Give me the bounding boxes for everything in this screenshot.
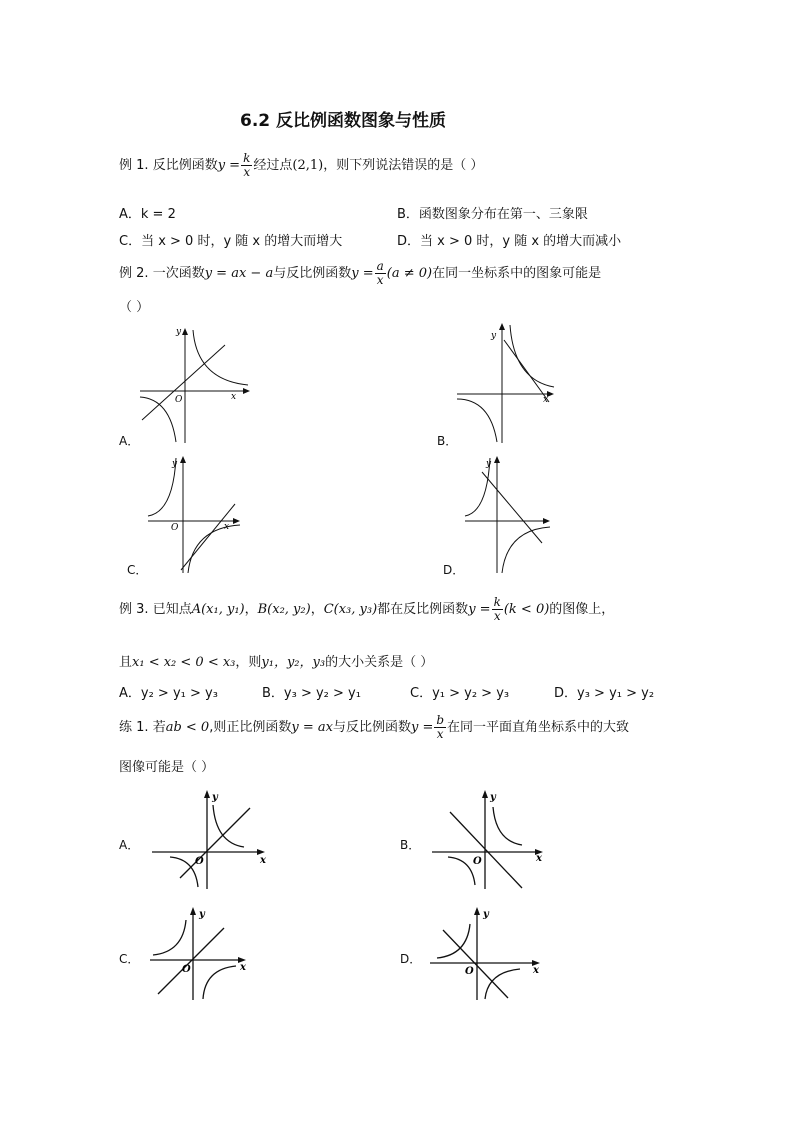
pr1-formula-y: y = (410, 720, 434, 735)
pr1-linear: y = ax (291, 720, 333, 735)
ex3-option-d: D．y₃ > y₁ > y₂ (554, 686, 655, 701)
ex1-fraction (241, 152, 252, 179)
pr1-condition: ab < 0 (165, 720, 210, 735)
x-axis-arrow (543, 518, 550, 524)
pr1-graph-d-label: D． (400, 952, 422, 966)
pr1-line2: 图像可能是（ ） (119, 760, 215, 775)
ex2-graph-b (452, 310, 572, 445)
ex2-graph-d-label: D． (443, 563, 465, 577)
y-axis-arrow (190, 907, 196, 915)
ex2-text-b: 与反比例函数 (273, 266, 352, 281)
hyperbola-branch-4 (502, 527, 550, 573)
ex3-formula-y: y = (468, 602, 491, 617)
pr1-text-d: 在同一平面直角坐标系中的大致 (447, 720, 630, 735)
y-axis-arrow (180, 456, 186, 463)
ex2-frac-num: a (376, 259, 384, 273)
ex1-text-c: ，则下列说法错误的是（ ） (323, 158, 484, 173)
x-label: x (536, 853, 542, 864)
ex3-line2-d: 的大小关系是（ ） (325, 655, 434, 670)
y-label: y (491, 331, 497, 341)
x-label: x (231, 392, 237, 402)
ex1-text-b: 经过点 (253, 158, 293, 173)
ex3-line2-b: ，则 (235, 655, 262, 670)
pr1-graph-c-label: C． (119, 952, 140, 966)
linear-line (443, 930, 508, 998)
ex2-text-c: 在同一坐标系中的图象可能是 (432, 266, 602, 281)
pr1-frac-num: b (436, 713, 445, 727)
ex2-fraction (375, 260, 386, 287)
ex3-condition: (k < 0) (503, 602, 550, 617)
x-label: x (260, 855, 266, 866)
pr1-frac-den: x (436, 727, 444, 741)
pr1-graph-a (150, 785, 275, 890)
y-axis-arrow (494, 456, 500, 463)
ex2-formula-y: y = (351, 266, 374, 281)
origin-label: O (175, 395, 183, 405)
pr1-graph-b-label: B． (400, 838, 421, 852)
ex2-graph-b-label: B． (437, 434, 458, 448)
ex1-text-a: 反比例函数 (152, 158, 218, 173)
ex3-sep: ， (244, 602, 258, 617)
y-axis-arrow (474, 907, 480, 915)
page-title: 6.2 反比例函数图象与性质 (240, 111, 447, 131)
hyperbola-branch-4 (203, 966, 236, 999)
ex3-option-b: B．y₃ > y₂ > y₁ (262, 686, 361, 701)
ex3-point-b: B(x₂, y₂) (257, 602, 311, 617)
ex1-label: 例 1. (119, 158, 149, 173)
ex3-text-a: 已知点 (152, 602, 192, 617)
y-label: y (486, 459, 492, 469)
linear-line (181, 504, 235, 570)
x-axis-arrow (243, 388, 250, 394)
x-axis-arrow (233, 518, 240, 524)
ex2-frac-den: x (376, 273, 384, 287)
y-axis-arrow (482, 790, 488, 798)
ex1-frac-den: x (243, 165, 251, 179)
ex2-graph-a-label: A． (119, 434, 140, 448)
pr1-graph-a-label: A． (119, 838, 140, 852)
ex1-option-a: A．k = 2 (119, 207, 176, 222)
ex1-formula-y: y = (217, 158, 241, 173)
y-label: y (483, 909, 489, 920)
ex2-graph-c-label: C． (127, 563, 148, 577)
ex3-label: 例 3. (119, 602, 149, 617)
pr1-text-c: 与反比例函数 (332, 720, 411, 735)
ex2-linear: y = ax − a (204, 266, 274, 281)
y-axis-arrow (499, 323, 505, 330)
ex3-line2-c: y₁，y₂，y₃ (261, 655, 326, 670)
origin-label: O (182, 964, 191, 975)
pr1-text-b: ,则正比例函数 (209, 720, 292, 735)
hyperbola-branch-1 (193, 330, 248, 385)
ex1-option-c: C．当 x > 0 时，y 随 x 的增大而增大 (119, 234, 343, 249)
x-label: x (543, 395, 549, 405)
x-label: x (533, 965, 539, 976)
linear-line (482, 472, 542, 543)
y-label: y (172, 459, 178, 469)
ex2-question (119, 260, 601, 287)
pr1-question (119, 714, 629, 741)
hyperbola-branch-3 (457, 399, 497, 442)
hyperbola-branch-1 (493, 807, 522, 845)
linear-line (504, 340, 549, 402)
ex1-option-b: B．函数图象分布在第一、三象限 (397, 207, 588, 222)
ex1-point: (2,1) (292, 158, 324, 173)
hyperbola-branch-1 (510, 325, 554, 387)
linear-line (158, 928, 224, 994)
y-axis-arrow (182, 328, 188, 335)
ex3-inequality: x₁ < x₂ < 0 < x₃ (132, 655, 236, 670)
linear-line (450, 812, 522, 888)
pr1-graph-c (148, 902, 258, 1002)
y-label: y (176, 327, 182, 337)
ex3-line2-a: 且 (119, 655, 133, 670)
ex2-label: 例 2. (119, 266, 149, 281)
ex2-graph-a (130, 310, 260, 445)
ex1-question (119, 152, 483, 179)
ex1-option-d: D．当 x > 0 时，y 随 x 的增大而减小 (397, 234, 622, 249)
ex3-frac-den: x (493, 609, 501, 623)
ex2-graph-d (460, 450, 560, 575)
ex3-line2 (119, 651, 433, 670)
x-label: x (224, 522, 230, 532)
y-label: y (490, 792, 496, 803)
ex2-text-a: 一次函数 (152, 266, 205, 281)
ex3-sep: ， (310, 602, 324, 617)
ex3-text-b: 都在反比例函数 (377, 602, 469, 617)
origin-label: O (473, 856, 482, 867)
ex3-option-c: C．y₁ > y₂ > y₃ (410, 686, 510, 701)
ex2-paren: （ ） (119, 300, 150, 315)
origin-label: O (171, 523, 179, 533)
pr1-fraction (434, 714, 446, 741)
pr1-text-a: 若 (152, 720, 166, 735)
y-label: y (199, 909, 205, 920)
y-label: y (212, 792, 218, 803)
ex3-fraction (492, 596, 503, 623)
hyperbola-branch-3 (140, 397, 176, 442)
hyperbola-branch-2 (153, 920, 186, 955)
ex3-question (119, 596, 614, 623)
ex2-condition: (a ≠ 0) (386, 266, 433, 281)
ex3-point-a: A(x₁, y₁) (191, 602, 245, 617)
origin-label: O (465, 966, 474, 977)
pr1-graph-b (430, 785, 555, 890)
ex3-frac-num: k (493, 595, 501, 609)
pr1-label: 练 1. (119, 720, 149, 735)
ex3-point-c: C(x₃, y₃) (323, 602, 378, 617)
hyperbola-branch-4 (188, 525, 240, 573)
x-label: x (240, 962, 246, 973)
origin-label: O (195, 856, 204, 867)
ex2-graph-c (143, 450, 253, 575)
hyperbola-branch-3 (448, 857, 475, 885)
ex1-frac-num: k (243, 151, 251, 165)
linear-line (142, 345, 225, 420)
ex3-text-c: 的图像上， (549, 602, 615, 617)
y-axis-arrow (204, 790, 210, 798)
ex3-option-a: A．y₂ > y₁ > y₃ (119, 686, 218, 701)
hyperbola-branch-3 (170, 857, 198, 887)
pr1-graph-d (425, 902, 550, 1002)
hyperbola-branch-4 (485, 969, 520, 999)
